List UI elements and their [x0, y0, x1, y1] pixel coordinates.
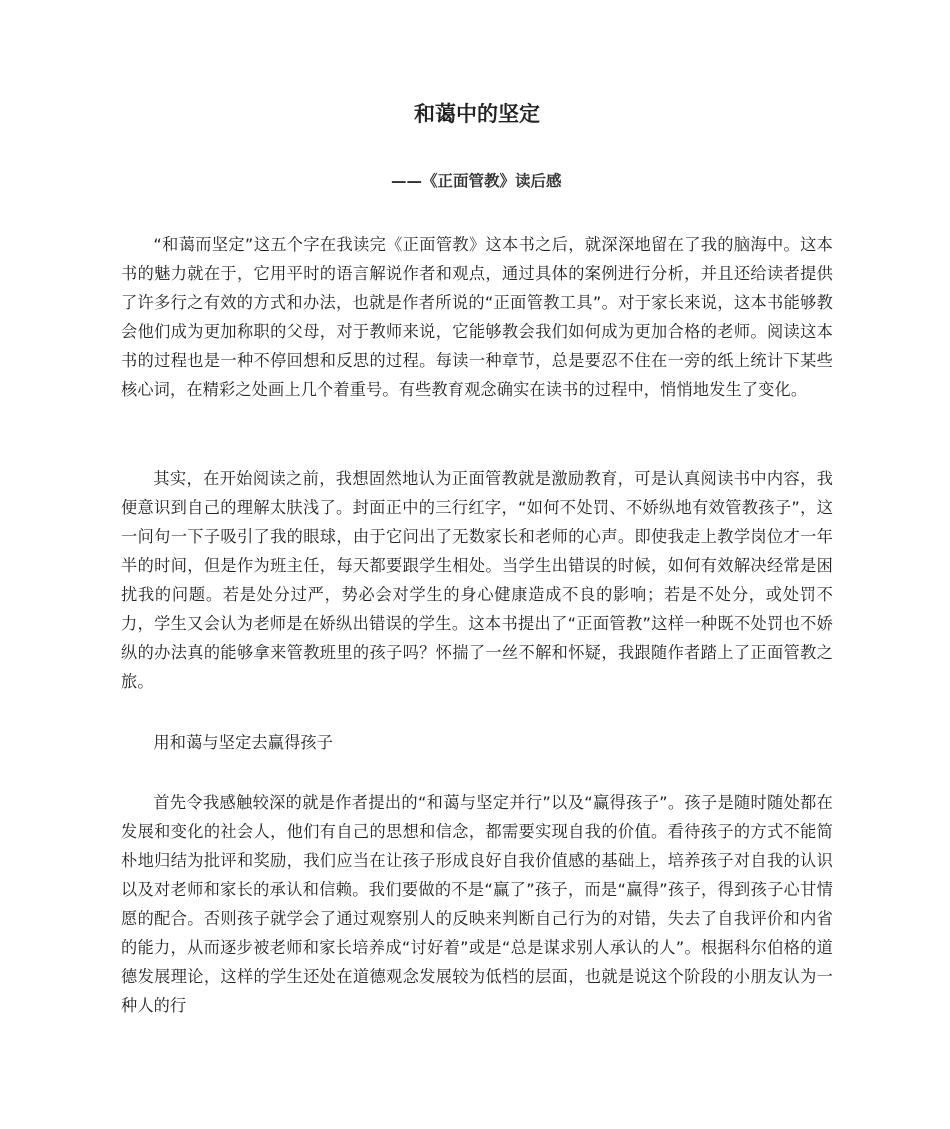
document-subtitle: ——《正面管教》读后感 [391, 172, 562, 190]
paragraph-before-reading: 其实，在开始阅读之前，我想固然地认为正面管教就是激励教育，可是认真阅读书中内容，我便意识到自己的理解太肤浅了。封面正中的三行红字，“如何不处罚、不娇纵地有效管教孩子”，这一问句一下子吸引了我的眼球，由于它问出了无数家长和老师的心声。即使我走上教学岗位才一年半的时间，但是作为班主任，每天都要跟学生相处。当学生出错误的时候，如何有效解决经常是困扰我的问题。若是处分过严，势必会对学生的身心健康造成不良的影响；若是不处分，或处罚不力，学生又会认为老师是在娇纵出错误的学生。这本书提出了“正面管教”这样一种既不处罚也不娇纵的办法真的能够拿来管教班里的孩子吗？怀揣了一丝不解和怀疑，我跟随作者踏上了正面管教之旅。 [121, 469, 833, 691]
section-heading: 用和蔼与坚定去赢得孩子 [153, 733, 334, 752]
paragraph-intro: “和蔼而坚定”这五个字在我读完《正面管教》这本书之后，就深深地留在了我的脑海中。这本书的魅力就在于，它用平时的语言解说作者和观点，通过具体的案例进行分析，并且还给读者提供了许多行之有效的方式和办法，也就是作者所说的“正面管教工具”。对于家长来说，这本书能够教会他们成为更加称职的父母，对于教师来说，它能够教会我们如何成为更加合格的老师。阅读这本书的过程也是一种不停回想和反思的过程。每读一种章节，总是要忍不住在一旁的纸上统计下某些核心词，在精彩之处画上几个着重号。有些教育观念确实在读书的过程中，悄悄地发生了变化。 [121, 235, 833, 399]
paragraph-kind-and-firm: 首先令我感触较深的就是作者提出的“和蔼与坚定并行”以及“赢得孩子”。孩子是随时随处都在发展和变化的社会人，他们有自己的思想和信念，都需要实现自我的价值。看待孩子的方式不能简朴地归结为批评和奖励，我们应当在让孩子形成良好自我价值感的基础上，培养孩子对自我的认识以及对老师和家长的承认和信赖。我们要做的不是“赢了”孩子，而是“赢得”孩子，得到孩子心甘情愿的配合。否则孩子就学会了通过观察别人的反映来判断自己行为的对错，失去了自我评价和内省的能力，从而逐步被老师和家长培养成“讨好着”或是“总是谋求别人承认的人”。根据科尔伯格的道德发展理论，这样的学生还处在道德观念发展较为低档的层面，也就是说这个阶段的小朋友认为一种人的行 [121, 793, 833, 1015]
document-title: 和蔼中的坚定 [414, 102, 540, 126]
